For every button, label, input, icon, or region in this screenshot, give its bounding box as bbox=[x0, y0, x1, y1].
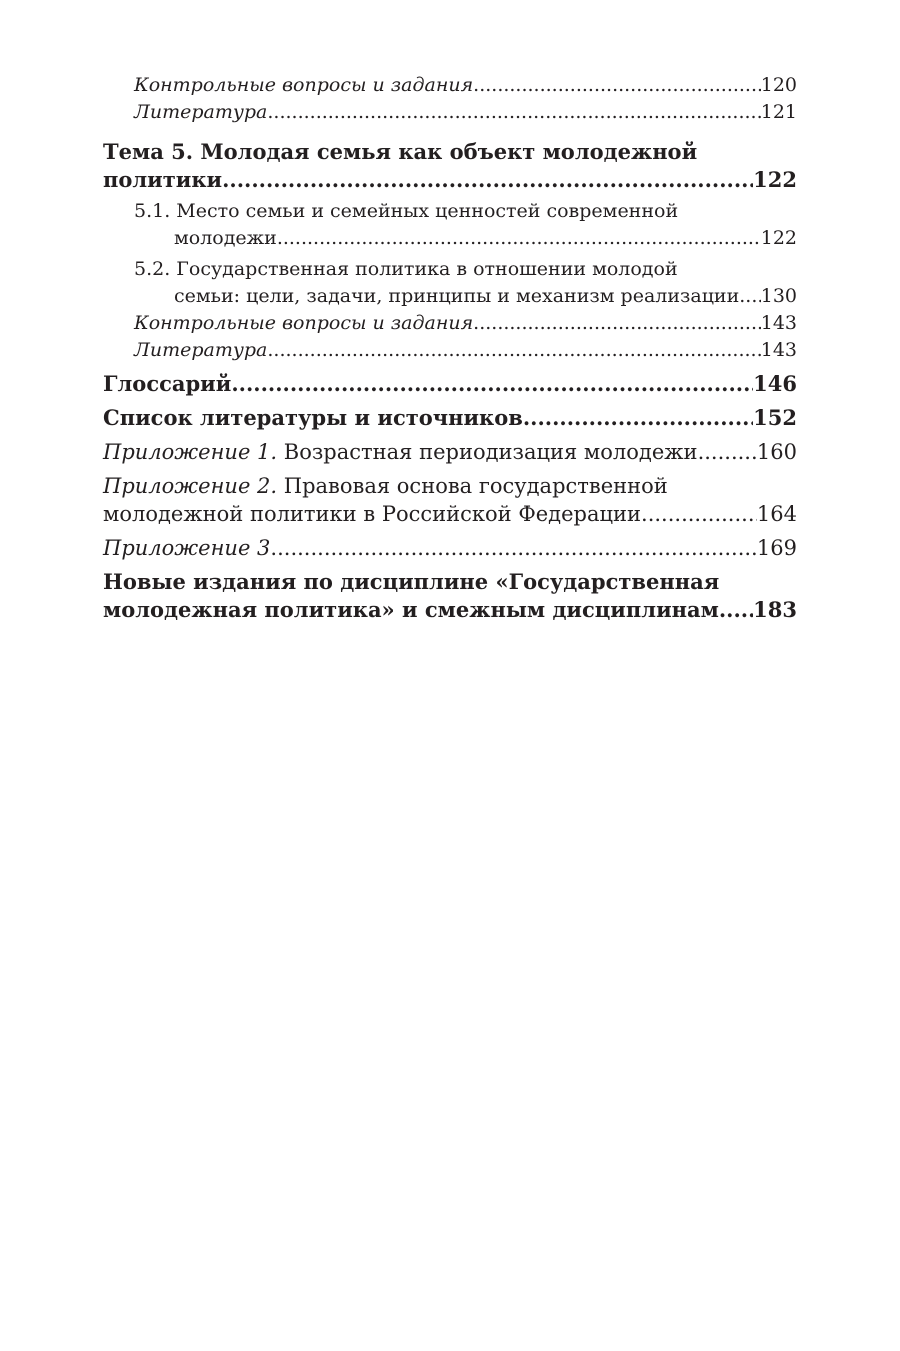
toc-entry-section-5-1[interactable] bbox=[103, 198, 797, 252]
toc-entry-glossary[interactable] bbox=[103, 370, 797, 398]
toc-entry-title: Контрольные вопросы и задания bbox=[134, 74, 474, 96]
dot-leader bbox=[473, 310, 761, 337]
toc-entry-title-line-1: 5.1. Место семьи и семейных ценностей современной bbox=[134, 200, 679, 222]
table-of-contents bbox=[103, 72, 797, 624]
toc-entry-prefix: Приложение 1. bbox=[103, 440, 278, 464]
dot-leader bbox=[698, 438, 757, 466]
toc-entry-title-line-2: молодежной политики в Российской Федерации bbox=[103, 502, 642, 526]
toc-entry-title-line-1: Правовая основа государственной bbox=[283, 474, 668, 498]
dot-leader bbox=[641, 500, 757, 528]
dot-leader bbox=[523, 404, 753, 432]
dot-leader bbox=[270, 534, 756, 562]
toc-entry-title-line-2: молодежная политика» и смежным дисциплинам bbox=[103, 597, 719, 622]
toc-page-number: 146 bbox=[753, 371, 797, 396]
dot-leader bbox=[267, 337, 760, 364]
toc-page-number: 121 bbox=[760, 101, 797, 123]
toc-entry-appendix-3[interactable] bbox=[103, 534, 797, 562]
toc-entry-title-line-2: семьи: цели, задачи, принципы и механизм реализации bbox=[174, 285, 740, 307]
toc-entry-appendix-1[interactable] bbox=[103, 438, 797, 466]
toc-entry-title: Литература bbox=[134, 339, 268, 361]
toc-entry-title-line-2: политики bbox=[103, 167, 223, 192]
toc-page-number: 120 bbox=[760, 74, 797, 96]
toc-page-number: 160 bbox=[756, 440, 797, 464]
dot-leader bbox=[277, 225, 761, 252]
toc-entry-topic-5[interactable] bbox=[103, 138, 797, 194]
toc-entry-title: Список литературы и источников bbox=[103, 405, 523, 430]
toc-entry-control-questions-4[interactable] bbox=[103, 72, 797, 99]
toc-page-number: 122 bbox=[753, 167, 797, 192]
toc-page-number: 152 bbox=[753, 405, 797, 430]
dot-leader bbox=[473, 72, 761, 99]
dot-leader bbox=[222, 166, 753, 194]
dot-leader bbox=[739, 283, 760, 310]
toc-entry-title-line-1: Тема 5. Молодая семья как объект молодежной bbox=[103, 139, 698, 164]
toc-page-number: 122 bbox=[760, 227, 797, 249]
toc-entry-control-questions-5[interactable] bbox=[103, 310, 797, 337]
toc-page-number: 169 bbox=[756, 536, 797, 560]
toc-entry-literature-5[interactable] bbox=[103, 337, 797, 364]
dot-leader bbox=[719, 596, 753, 624]
toc-entry-literature-4[interactable] bbox=[103, 99, 797, 126]
toc-entry-prefix: Приложение 3 bbox=[103, 536, 271, 560]
toc-page-number: 143 bbox=[760, 339, 797, 361]
toc-entry-title: Глоссарий bbox=[103, 371, 232, 396]
toc-entry-section-5-2[interactable] bbox=[103, 256, 797, 310]
toc-entry-new-editions[interactable] bbox=[103, 568, 797, 624]
toc-entry-title: Литература bbox=[134, 101, 268, 123]
toc-entry-bibliography[interactable] bbox=[103, 404, 797, 432]
toc-entry-prefix: Приложение 2. bbox=[103, 474, 278, 498]
toc-page-number: 130 bbox=[760, 285, 797, 307]
toc-entry-title: Контрольные вопросы и задания bbox=[134, 312, 474, 334]
toc-page-number: 143 bbox=[760, 312, 797, 334]
toc-page-number: 164 bbox=[756, 502, 797, 526]
toc-entry-title-line-1: Новые издания по дисциплине «Государственная bbox=[103, 569, 720, 594]
toc-page-number: 183 bbox=[753, 597, 797, 622]
toc-entry-title: Возрастная периодизация молодежи bbox=[283, 440, 698, 464]
dot-leader bbox=[267, 99, 760, 126]
toc-entry-appendix-2[interactable] bbox=[103, 472, 797, 528]
toc-entry-title-line-2: молодежи bbox=[174, 227, 277, 249]
dot-leader bbox=[231, 370, 753, 398]
toc-entry-title-line-1: 5.2. Государственная политика в отношении молодой bbox=[134, 258, 678, 280]
